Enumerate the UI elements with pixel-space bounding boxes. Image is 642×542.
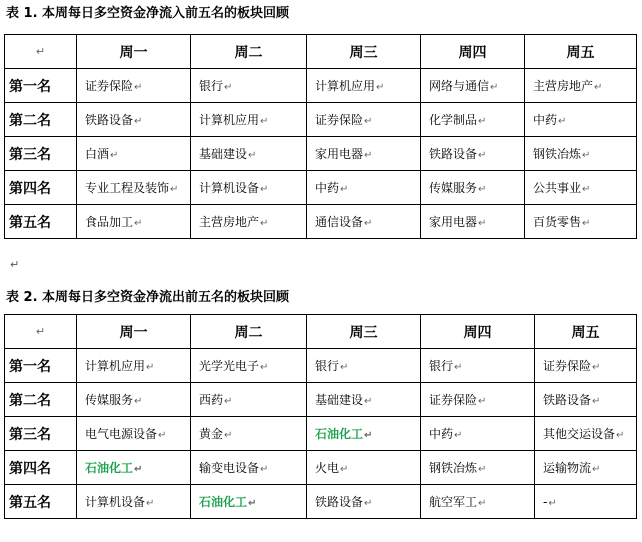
cell-end-mark: ↵ (558, 116, 567, 127)
day-header: 周三 (307, 35, 421, 69)
cell-end-mark: ↵ (134, 218, 143, 229)
sector-name: 火电 (315, 461, 340, 475)
sector-cell (77, 103, 191, 137)
table-row (5, 349, 637, 383)
rank-label: 第四名 (5, 171, 77, 205)
sector-cell (421, 349, 535, 383)
sector-name: 食品加工 (85, 215, 134, 229)
sector-name: 基础建设 (315, 393, 364, 407)
sector-name: 石油化工 (199, 495, 248, 509)
cell-end-mark: ↵ (490, 82, 499, 93)
sector-cell (77, 485, 191, 519)
day-header: 周四 (421, 35, 525, 69)
cell-end-mark: ↵ (478, 150, 487, 161)
cell-end-mark: ↵ (582, 150, 591, 161)
sector-name: 传媒服务 (85, 393, 134, 407)
day-header: 周二 (191, 315, 307, 349)
sector-name: 铁路设备 (543, 393, 592, 407)
cell-end-mark: ↵ (134, 116, 143, 127)
cell-end-mark: ↵ (592, 362, 601, 373)
paragraph-mark: ↵ (10, 258, 20, 271)
cell-end-mark: ↵ (260, 184, 269, 195)
sector-cell (307, 451, 421, 485)
sector-name: 黄金 (199, 427, 224, 441)
sector-cell (307, 171, 421, 205)
sector-name: 主营房地产 (199, 215, 260, 229)
table-row (5, 137, 637, 171)
sector-cell (307, 417, 421, 451)
header-row (5, 35, 637, 69)
sector-name: 百货零售 (533, 215, 582, 229)
sector-name: 航空军工 (429, 495, 478, 509)
day-header: 周二 (191, 35, 307, 69)
sector-cell (191, 171, 307, 205)
sector-name: 通信设备 (315, 215, 364, 229)
sector-cell (525, 137, 637, 171)
sector-name: 计算机设备 (85, 495, 146, 509)
sector-name: 传媒服务 (429, 181, 478, 195)
sector-name: 计算机应用 (315, 79, 376, 93)
sector-name: 证券保险 (543, 359, 592, 373)
table-row (5, 103, 637, 137)
rank-label: 第二名 (5, 383, 77, 417)
sector-cell (77, 349, 191, 383)
sector-name: 石油化工 (85, 461, 134, 475)
day-header: 周五 (525, 35, 637, 69)
cell-end-mark: ↵ (224, 82, 233, 93)
table-row (5, 69, 637, 103)
sector-cell (421, 383, 535, 417)
sector-name: 证券保险 (315, 113, 364, 127)
table-row (5, 451, 637, 485)
sector-name: 西药 (199, 393, 224, 407)
day-header: 周三 (307, 315, 421, 349)
sector-name: 白酒 (85, 147, 110, 161)
sector-cell (421, 451, 535, 485)
sector-cell (191, 137, 307, 171)
sector-cell (421, 103, 525, 137)
cell-end-mark: ↵ (376, 82, 385, 93)
sector-cell (525, 69, 637, 103)
cell-end-mark: ↵ (364, 150, 373, 161)
sector-cell (525, 103, 637, 137)
sector-cell (77, 417, 191, 451)
sector-cell (421, 171, 525, 205)
header-row (5, 315, 637, 349)
sector-cell (421, 417, 535, 451)
cell-end-mark: ↵ (340, 464, 349, 475)
sector-name: 家用电器 (429, 215, 478, 229)
sector-cell (307, 205, 421, 239)
sector-cell (525, 205, 637, 239)
rank-label: 第一名 (5, 349, 77, 383)
sector-cell (77, 69, 191, 103)
sector-cell (77, 137, 191, 171)
sector-name: 铁路设备 (429, 147, 478, 161)
cell-end-mark: ↵ (594, 82, 603, 93)
sector-cell (535, 451, 637, 485)
sector-name: 其他交运设备 (543, 427, 616, 441)
cell-end-mark: ↵ (158, 430, 167, 441)
cell-end-mark: ↵ (478, 218, 487, 229)
sector-name: 化学制品 (429, 113, 478, 127)
sector-name: 计算机应用 (199, 113, 260, 127)
day-header: 周五 (535, 315, 637, 349)
cell-end-mark: ↵ (364, 116, 373, 127)
sector-cell (307, 69, 421, 103)
cell-end-mark: ↵ (592, 464, 601, 475)
cell-end-mark: ↵ (134, 396, 143, 407)
cell-end-mark: ↵ (582, 218, 591, 229)
sector-name: 家用电器 (315, 147, 364, 161)
rank-label: 第三名 (5, 417, 77, 451)
sector-cell (421, 485, 535, 519)
sector-name: - (543, 494, 548, 509)
day-header: 周一 (77, 35, 191, 69)
sector-cell (307, 485, 421, 519)
cell-end-mark: ↵ (478, 116, 487, 127)
sector-cell (77, 171, 191, 205)
sector-name: 钢铁冶炼 (429, 461, 478, 475)
cell-end-mark: ↵ (134, 464, 143, 475)
sector-name: 中药 (429, 427, 454, 441)
cell-end-mark: ↵ (454, 430, 463, 441)
table-row (5, 205, 637, 239)
cell-end-mark: ↵ (248, 498, 257, 509)
sector-cell (421, 69, 525, 103)
cell-end-mark: ↵ (260, 362, 269, 373)
table-row (5, 171, 637, 205)
sector-cell (191, 485, 307, 519)
sector-cell (535, 417, 637, 451)
sector-name: 铁路设备 (85, 113, 134, 127)
corner-cell: ↵ (5, 315, 77, 349)
cell-end-mark: ↵ (260, 464, 269, 475)
sector-cell (307, 103, 421, 137)
sector-cell (525, 171, 637, 205)
sector-cell (421, 205, 525, 239)
sector-cell (535, 383, 637, 417)
sector-cell (535, 349, 637, 383)
sector-cell (421, 137, 525, 171)
cell-end-mark: ↵ (134, 82, 143, 93)
rank-label: 第一名 (5, 69, 77, 103)
cell-end-mark: ↵ (478, 464, 487, 475)
cell-end-mark: ↵ (224, 396, 233, 407)
rank-label: 第五名 (5, 485, 77, 519)
sector-name: 铁路设备 (315, 495, 364, 509)
cell-end-mark: ↵ (478, 498, 487, 509)
sector-cell (77, 451, 191, 485)
sector-name: 网络与通信 (429, 79, 490, 93)
cell-end-mark: ↵ (340, 362, 349, 373)
cell-end-mark: ↵ (260, 218, 269, 229)
cell-end-mark: ↵ (364, 430, 373, 441)
sector-name: 银行 (315, 359, 340, 373)
sector-cell (77, 205, 191, 239)
sector-cell (191, 205, 307, 239)
rank-label: 第二名 (5, 103, 77, 137)
cell-end-mark: ↵ (616, 430, 625, 441)
day-header: 周一 (77, 315, 191, 349)
sector-name: 光学光电子 (199, 359, 260, 373)
sector-cell (191, 69, 307, 103)
sector-cell (307, 349, 421, 383)
sector-name: 专业工程及装饰 (85, 181, 170, 195)
sector-cell (191, 349, 307, 383)
cell-end-mark: ↵ (478, 396, 487, 407)
sector-name: 公共事业 (533, 181, 582, 195)
cell-end-mark: ↵ (364, 498, 373, 509)
sector-name: 证券保险 (429, 393, 478, 407)
table-row (5, 417, 637, 451)
sector-name: 计算机应用 (85, 359, 146, 373)
table-row (5, 485, 637, 519)
outflow-table (4, 314, 637, 519)
rank-label: 第四名 (5, 451, 77, 485)
cell-end-mark: ↵ (146, 362, 155, 373)
sector-name: 电气电源设备 (85, 427, 158, 441)
cell-end-mark: ↵ (340, 184, 349, 195)
cell-end-mark: ↵ (364, 218, 373, 229)
sector-cell (535, 485, 637, 519)
sector-name: 运输物流 (543, 461, 592, 475)
sector-name: 主营房地产 (533, 79, 594, 93)
sector-name: 中药 (315, 181, 340, 195)
corner-cell: ↵ (5, 35, 77, 69)
cell-end-mark: ↵ (582, 184, 591, 195)
table-1-caption: 表 1. 本周每日多空资金净流入前五名的板块回顾 (6, 6, 290, 21)
sector-name: 证券保险 (85, 79, 134, 93)
cell-end-mark: ↵ (454, 362, 463, 373)
sector-name: 输变电设备 (199, 461, 260, 475)
sector-name: 银行 (429, 359, 454, 373)
sector-cell (307, 137, 421, 171)
cell-end-mark: ↵ (224, 430, 233, 441)
day-header: 周四 (421, 315, 535, 349)
cell-end-mark: ↵ (364, 396, 373, 407)
rank-label: 第五名 (5, 205, 77, 239)
cell-end-mark: ↵ (110, 150, 119, 161)
sector-name: 中药 (533, 113, 558, 127)
inflow-table (4, 34, 637, 239)
cell-end-mark: ↵ (170, 184, 179, 195)
sector-cell (307, 383, 421, 417)
table-row (5, 383, 637, 417)
table-2-caption: 表 2. 本周每日多空资金净流出前五名的板块回顾 (6, 290, 290, 305)
sector-name: 石油化工 (315, 427, 364, 441)
sector-name: 计算机设备 (199, 181, 260, 195)
sector-name: 钢铁冶炼 (533, 147, 582, 161)
cell-end-mark: ↵ (146, 498, 155, 509)
sector-cell (191, 451, 307, 485)
sector-cell (77, 383, 191, 417)
sector-name: 基础建设 (199, 147, 248, 161)
sector-cell (191, 103, 307, 137)
sector-cell (191, 383, 307, 417)
cell-end-mark: ↵ (548, 497, 557, 509)
sector-cell (191, 417, 307, 451)
cell-end-mark: ↵ (592, 396, 601, 407)
rank-label: 第三名 (5, 137, 77, 171)
cell-end-mark: ↵ (248, 150, 257, 161)
cell-end-mark: ↵ (260, 116, 269, 127)
cell-end-mark: ↵ (478, 184, 487, 195)
sector-name: 银行 (199, 79, 224, 93)
